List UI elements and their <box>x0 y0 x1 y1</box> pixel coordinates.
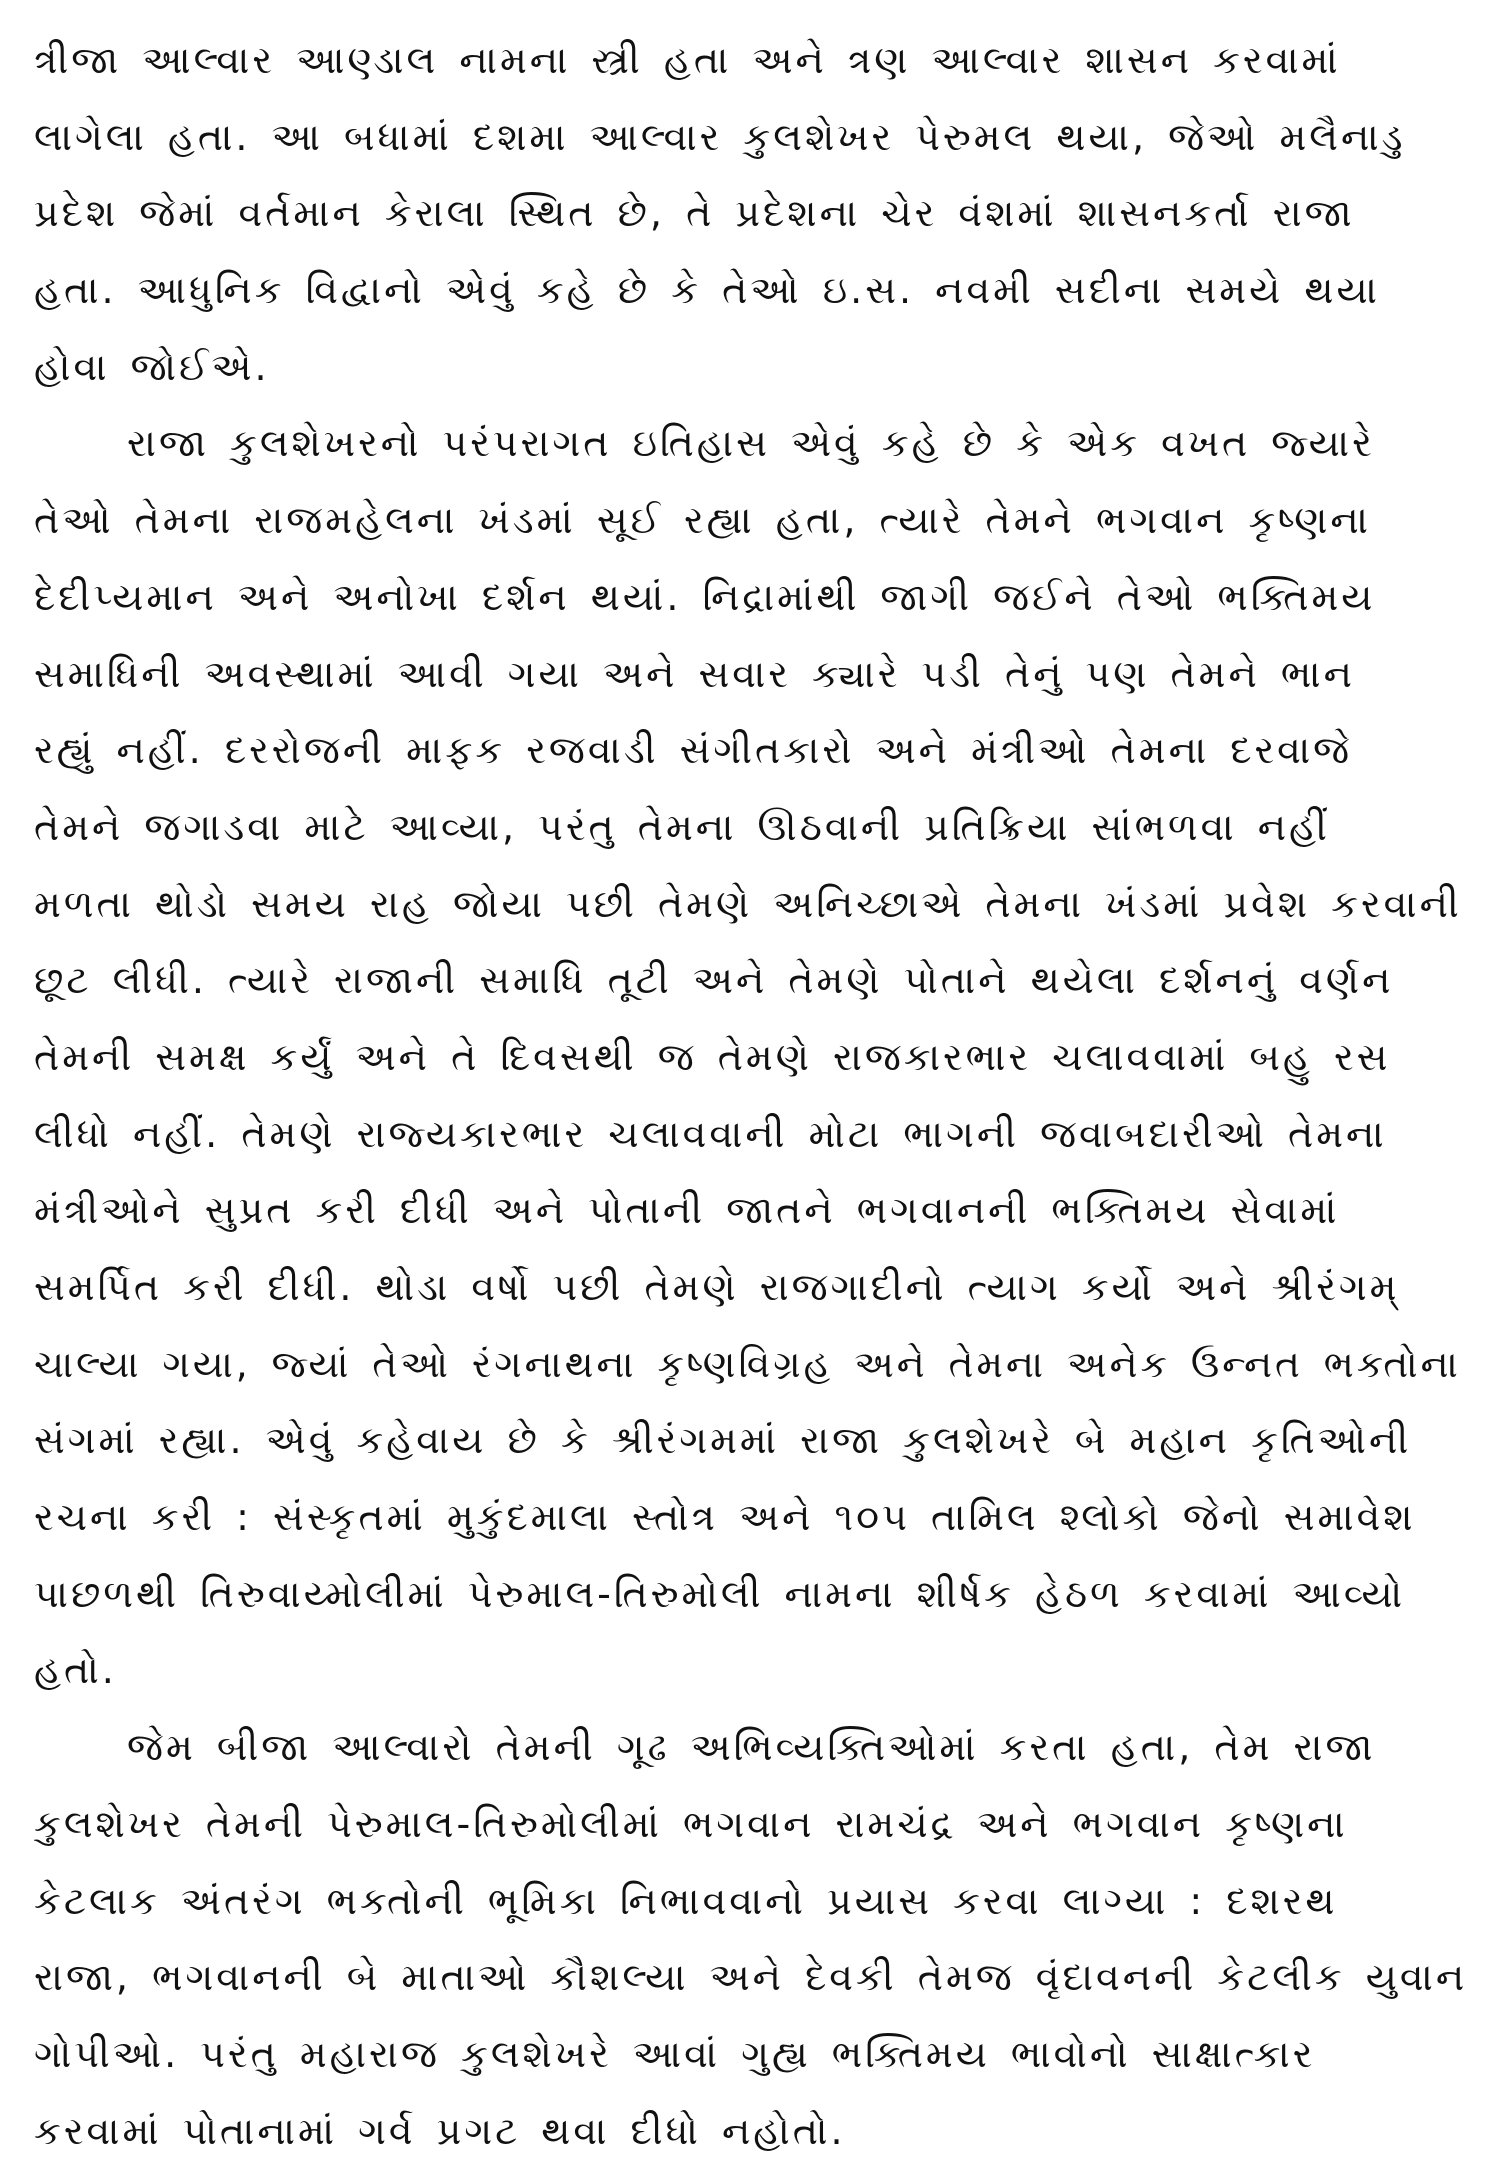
text-line: હતો. <box>34 1648 117 1693</box>
text-line: ચાલ્યા ગયા, જ્યાં તેઓ રંગનાથના કૃષ્ણવિગ્રહ અને તેમના અનેક ઉન્નત ભક્તોના <box>34 1341 1461 1386</box>
text-line: ગોપીઓ. પરંતુ મહારાજ કુલશેખરે આવાં ગુહ્ય ભક્તિમય ભાવોનો સાક્ષાત્કાર <box>34 2031 1316 2076</box>
text-line: છૂટ લીધી. ત્યારે રાજાની સમાધિ તૂટી અને તેમણે પોતાને થયેલા દર્શનનું વર્ણન <box>34 958 1394 1003</box>
text-line: જેમ બીજા આલ્વારો તેમની ગૂઢ અભિવ્યક્તિઓમાં કરતા હતા, તેમ રાજા <box>127 1725 1376 1770</box>
text-line: કુલશેખર તેમની પેરુમાલ-તિરુમોલીમાં ભગવાન રામચંદ્ર અને ભગવાન કૃષ્ણના <box>34 1801 1348 1846</box>
text-line: રાજા કુલશેખરનો પરંપરાગત ઇતિહાસ એવું કહે છે કે એક વખત જ્યારે <box>127 421 1375 466</box>
text-line: સમાધિની અવસ્થામાં આવી ગયા અને સવાર ક્યારે પડી તેનું પણ તેમને ભાન <box>34 651 1355 696</box>
text-line: લાગેલા હતા. આ બધામાં દશમા આલ્વાર કુલશેખર પેરુમલ થયા, જેઓ મલૈનાડુ <box>34 114 1406 159</box>
text-line: હતા. આધુનિક વિદ્વાનો એવું કહે છે કે તેઓ ઇ.સ. નવમી સદીના સમયે થયા <box>34 268 1380 313</box>
text-line: લીધો નહીં. તેમણે રાજ્યકારભાર ચલાવવાની મોટા ભાગની જવાબદારીઓ તેમના <box>34 1111 1387 1156</box>
text-line: હોવા જોઈએ. <box>34 344 270 389</box>
body-text <box>34 22 1474 2169</box>
text-line: પ્રદેશ જેમાં વર્તમાન કેરાલા સ્થિત છે, તે પ્રદેશના ચેર વંશમાં શાસનકર્તા રાજા <box>34 191 1355 236</box>
text-line: મળતા થોડો સમય રાહ જોયા પછી તેમણે અનિચ્છાએ તેમના ખંડમાં પ્રવેશ કરવાની <box>34 881 1462 926</box>
text-line: રાજા, ભગવાનની બે માતાઓ કૌશલ્યા અને દેવકી તેમજ વૃંદાવનની કેટલીક યુવાન <box>34 1955 1468 2000</box>
text-line: તેમને જગાડવા માટે આવ્યા, પરંતુ તેમના ઊઠવાની પ્રતિક્રિયા સાંભળવા નહીં <box>34 804 1330 849</box>
text-line: તેમની સમક્ષ કર્યું અને તે દિવસથી જ તેમણે રાજકારભાર ચલાવવામાં બહુ રસ <box>34 1034 1391 1079</box>
text-line: ત્રીજા આલ્વાર આણ્ડાલ નામના સ્ત્રી હતા અને ત્રણ આલ્વાર શાસન કરવામાં <box>34 38 1341 82</box>
text-line: સમર્પિત કરી દીધી. થોડા વર્ષો પછી તેમણે રાજગાદીનો ત્યાગ કર્યો અને શ્રીરંગમ્ <box>34 1265 1400 1309</box>
text-line: તેઓ તેમના રાજમહેલના ખંડમાં સૂઈ રહ્યા હતા, ત્યારે તેમને ભગવાન કૃષ્ણના <box>34 498 1371 543</box>
text-line: દેદીપ્યમાન અને અનોખા દર્શન થયાં. નિદ્રામાંથી જાગી જઈને તેઓ ભક્તિમય <box>34 574 1376 619</box>
text-line: સંગમાં રહ્યા. એવું કહેવાય છે કે શ્રીરંગમમાં રાજા કુલશેખરે બે મહાન કૃતિઓની <box>34 1418 1412 1463</box>
text-line: પાછળથી તિરુવાય્મોલીમાં પેરુમાલ-તિરુમોલી નામના શીર્ષક હેઠળ કરવામાં આવ્યો <box>34 1571 1406 1616</box>
text-line: કેટલાક અંતરંગ ભક્તોની ભૂમિકા નિભાવવાનો પ્રયાસ કરવા લાગ્યા : દશરથ <box>34 1878 1338 1923</box>
text-line: કરવામાં પોતાનામાં ગર્વ પ્રગટ થવા દીધો નહોતો. <box>34 2108 846 2153</box>
text-line: રહ્યું નહીં. દરરોજની માફક રજવાડી સંગીતકારો અને મંત્રીઓ તેમના દરવાજે <box>34 728 1353 773</box>
text-line: મંત્રીઓને સુપ્રત કરી દીધી અને પોતાની જાતને ભગવાનની ભક્તિમય સેવામાં <box>34 1188 1340 1233</box>
text-line: રચના કરી : સંસ્કૃતમાં મુકુંદમાલા સ્તોત્ર અને ૧૦૫ તામિલ શ્લોકો જેનો સમાવેશ <box>34 1495 1416 1540</box>
